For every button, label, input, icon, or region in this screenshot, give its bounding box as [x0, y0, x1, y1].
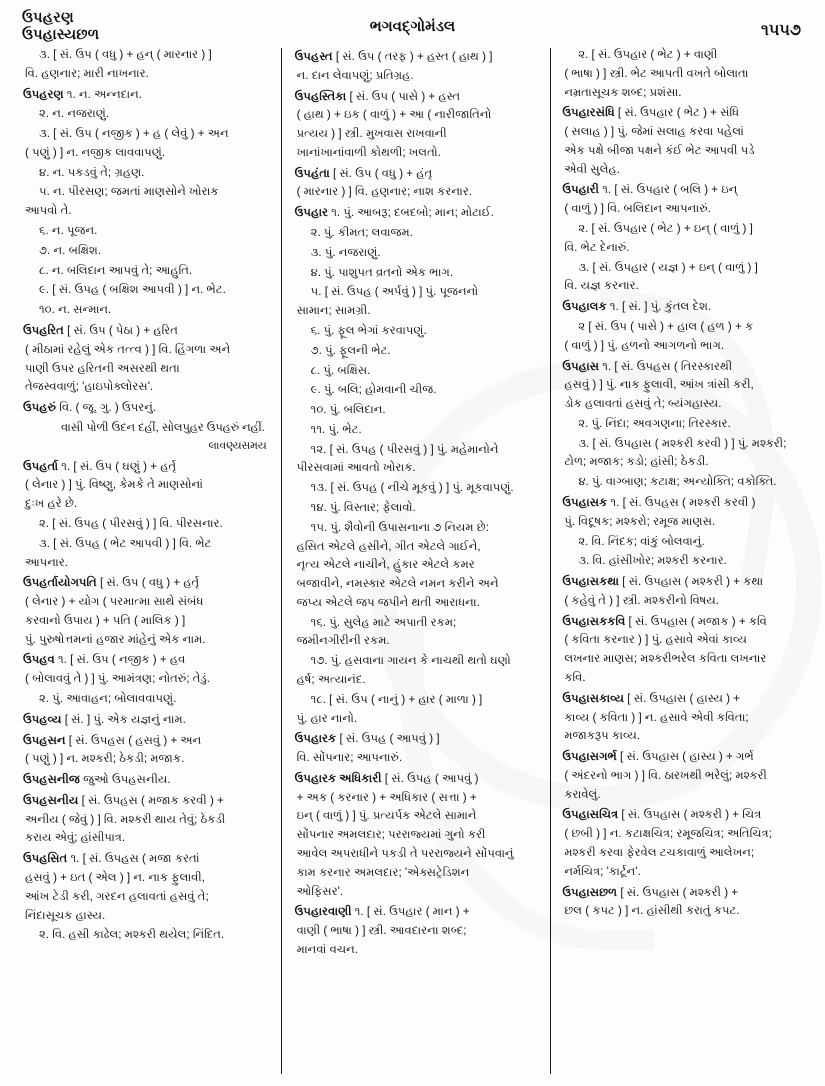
entry-line: લાવણ્યસમય: [208, 440, 267, 453]
entry-headword-line: ઉપહાર ૧. પું. આબરૂ; દબદબો; માન; મોટાઈ.: [294, 206, 494, 220]
entry-line: ૭. પું. ફૂલની ભેટ.: [310, 343, 391, 357]
column-container: [0, 46, 825, 1074]
text-column-3: [555, 46, 811, 1066]
entry-line: નમ્રતાસૂચક શબ્દ; પ્રશંસા.: [564, 85, 682, 99]
entry-line: ૩. વિ. હાંસીખોર; મશ્કરી કરનાર.: [578, 554, 727, 568]
entry-line: પું. વિદૂષક; મશ્કરો; રમૂજ માણસ.: [564, 514, 716, 528]
entry-headword-line: ઉપહસન [ સં. ઉપહસ ( હસવું ) + અન: [23, 733, 202, 747]
entry-sense: [297, 264, 547, 283]
headword: ઉપહસન: [23, 733, 66, 747]
entry-line: ( લેનાર ) ] પું. વિષ્ણુ, કેમકે તે માણસોનાં: [25, 478, 203, 492]
entry-line: ૩. પું. નજરાણું.: [310, 245, 381, 259]
entry-sense: [25, 183, 279, 221]
entry-line: ૩. [ સં. ઉપહાર ( યજ્ઞ ) + ઇન્ ( વાળું ) ]: [578, 260, 758, 274]
headword: ઉપહાસચિત્ર: [562, 808, 619, 822]
headword: ઉપહાલક: [562, 300, 607, 314]
headword: ઉપહાસ: [562, 359, 600, 373]
entry-line: ૨. પું. કીમત; લવાજમ.: [310, 226, 413, 240]
entry-headword-line: ઉપહાલક ૧. [ સં. ] પું. કુંતલ દેશ.: [562, 300, 712, 314]
entry-line: ( કહેવું તે ) ] સ્ત્રી. મશ્કરીનો વિષય.: [564, 593, 720, 607]
entry-line: આપનાર.: [25, 555, 68, 569]
entry-line: ૧૩. [ સં. ઉપહ ( નીચે મૂકવું ) ] પું. મૂકવાપણું.: [310, 481, 514, 495]
headword: ઉપહાસક: [562, 495, 608, 509]
entry-line: કવિ.: [564, 671, 586, 684]
entry-line: ઇન્ ( વાળું ) ] પું. પ્રત્યર્પક એટલે સામાને: [296, 809, 477, 823]
entry-line: ૨. વિ. નિંદક; વાંકું બોલવાનું.: [578, 534, 705, 548]
entry-headword-line: ઉપહંતા [ સં. ઉપ ( વધુ ) + હંતૃ: [294, 166, 433, 180]
dictionary-entry: [564, 748, 802, 804]
entry-headword-line: ઉપહારક [ સં. ઉપહ ( આપવું ) ]: [294, 732, 440, 746]
dictionary-entry: [294, 903, 547, 959]
entry-headword-line: ઉપહરણ ૧. ન. અન્નદાન.: [23, 87, 142, 101]
entry-headword-line: ઉપહરું વિ. ( જૂ. ગુ. ) ઉપરનું.: [23, 401, 157, 415]
entry-sense: [297, 283, 547, 321]
entry-sense: [25, 105, 279, 124]
entry-line: ( સલાહ ) ] પું. જેમાં સલાહ કરવા પહેલાં: [564, 125, 744, 139]
entry-line: ન. દાન લેવાપણું; પ્રતિગ્રહ.: [296, 68, 414, 82]
dictionary-entry: [25, 732, 279, 770]
entry-line: નૃત્ય એટલે નાચીને, હુંકાર એટલે કમર: [296, 558, 475, 572]
dictionary-entry: [294, 165, 547, 203]
dictionary-entry: [25, 574, 279, 649]
entry-sense: [297, 342, 547, 361]
entry-line: બજાવીને, નમસ્કાર એટલે નમન કરીને અને: [296, 577, 499, 591]
dictionary-entry: [564, 806, 802, 881]
entry-headword-line: ઉપહાસકકવિ [ સં. ઉપહાસ ( મજાક ) + કવિ: [562, 614, 767, 628]
dictionary-entry: [25, 850, 279, 925]
dictionary-entry: [564, 104, 802, 179]
entry-line: ( પણું ) ] ન. નજીક લાવવાપણું.: [25, 145, 166, 159]
entry-line: જપ્ય એટલે જપ જપીને થતી આરાધના.: [296, 595, 480, 609]
entry-line: અનીય ( જેવું ) ] વિ. મશ્કરી થાય તેવું; ઠેકડી: [25, 812, 226, 826]
entry-line: મજાકરૂપ કાવ્ય.: [564, 729, 641, 743]
entry-line: જમીનગીરીની રકમ.: [296, 634, 390, 648]
entry-line: વિ. સોંપનાર; આપનારું.: [296, 751, 403, 765]
entry-sense: [564, 220, 802, 258]
dictionary-entry: [564, 613, 802, 688]
entry-line: માનવાં વચન.: [296, 942, 358, 956]
entry-line: ૯. [ સં. ઉપહ ( બક્ષિશ આપવી ) ] ન. ભેટ.: [39, 283, 226, 297]
dictionary-entry: [564, 884, 802, 922]
headword: ઉપહાસકકવિ: [562, 614, 626, 628]
entry-sense: [564, 46, 802, 102]
dictionary-entry: [25, 458, 279, 514]
entry-headword-line: ઉપહાસ ૧. [ સં. ઉપહસ ( તિરસ્કારથી: [562, 359, 733, 373]
headword: ઉપહવ્ય: [23, 712, 62, 726]
entry-sense: [25, 301, 279, 320]
headword: ઉપહાસગર્ભ: [562, 750, 617, 764]
entry-sense: [25, 281, 279, 300]
entry-sense: [564, 552, 802, 571]
entry-line: ૩. [ સં. ઉપહાસ ( મશ્કરી કરવી ) ] પું. મશ્કરી;: [578, 436, 787, 450]
entry-line: ( મીઠામાં રહેલું એક તત્ત્વ ) ] વિ. હિંગળા અને: [25, 342, 231, 356]
dictionary-entry: [564, 690, 802, 746]
entry-line: નિંદાસૂચક હાસ્ય.: [25, 908, 106, 922]
entry-line: પ્રત્યય ) ] સ્ત્રી. મુખવાસ રાખવાની: [296, 127, 447, 141]
dictionary-entry: [25, 651, 279, 689]
entry-line: ૮. ન. બલિદાન આપવું તે; આહુતિ.: [39, 263, 193, 277]
entry-line: ૧૫. પું. શૈવોની ઉપાસનાના ૭ નિયમ છે:: [310, 520, 489, 534]
entry-line: કરાય એવું; હાંસીપાત્ર.: [25, 831, 126, 845]
dictionary-entry: [25, 322, 279, 397]
entry-line: વાણી ( ભાષા ) ] સ્ત્રી. આવદારના શબ્દ;: [296, 924, 467, 938]
entry-line: ૫. [ સં. ઉપહ ( અર્પવું ) ] પું. પૂજનનો: [310, 285, 479, 299]
entry-line: ટોળ; મજાક; કડો; હાંસી; ઠેકડી.: [564, 455, 709, 469]
page-header: [0, 0, 825, 46]
entry-line: ૧૬. પું. સુલેહ માટે અપાતી રકમ;: [310, 615, 457, 629]
entry-line: ( મારનાર ) ] વિ. હણનાર; નાશ કરનાર.: [296, 185, 473, 199]
entry-headword-line: ઉપહાસછળ [ સં. ઉપહાસ ( મશ્કરી ) +: [562, 885, 739, 899]
headword: ઉપહારી: [562, 183, 599, 197]
dictionary-entry: [25, 711, 279, 730]
entry-headword-line: ઉપહરિત [ સં. ઉપ ( પેઠા ) + હરિત: [23, 323, 178, 337]
entry-sense: [297, 244, 547, 263]
entry-sense: [297, 519, 547, 613]
entry-line: ( છબી ) ] ન. કટાક્ષચિત્ર; રમૂજચિત્ર; અતિચિત્ર;: [564, 827, 772, 841]
entry-line: ઓફિસર'.: [296, 884, 344, 898]
entry-line: દુઃખ હરે છે.: [25, 497, 78, 511]
entry-line: હસિત એટલે હસીને, ગીત એટલે ગાઈને,: [296, 539, 481, 553]
entry-headword-line: ઉપહવ્ય [ સં. ] પું. એક યજ્ઞનું નામ.: [23, 712, 186, 726]
entry-line: ( પણું ) ] ન. મશ્કરી; ઠેકડી; મજાક.: [25, 752, 185, 766]
headword: ઉપહારવાણી: [294, 905, 352, 919]
entry-headword-line: ઉપહર્તાયોગપતિ [ સં. ઉપ ( વધુ ) + હર્તૃ: [23, 576, 200, 590]
dictionary-entry: [294, 88, 547, 163]
entry-sense: [297, 322, 547, 341]
entry-line: સોંપનાર અમલદાર; પરરાજ્યમાં ગુનો કરી: [296, 828, 486, 842]
entry-line: ૩. [ સં. ઉપ ( નજીક ) + હ ( લેવું ) + અન: [39, 127, 229, 141]
entry-line: ૨. પું. નિંદા; અવગણના; તિરસ્કાર.: [578, 416, 731, 430]
dictionary-entry: [25, 86, 279, 105]
entry-headword-line: ઉપહસનીજ જુઓ ઉપહસનીય.: [23, 773, 171, 787]
guide-word-last: ઉપહાસ્યછળ: [22, 26, 100, 43]
entry-sense: [297, 441, 547, 479]
text-column-2: [288, 46, 556, 1066]
dictionary-entry: [564, 181, 802, 219]
entry-line: આપવો તે.: [25, 204, 72, 218]
entry-line: ૧૦. પું. બલિદાન.: [310, 403, 386, 417]
headword: ઉપહર્તા: [23, 459, 59, 473]
entry-line: ( વાળું ) ] પું. હળનો આગળનો ભાગ.: [564, 338, 725, 352]
entry-sense: [297, 479, 547, 498]
entry-headword-line: ઉપહારી ૧. [ સં. ઉપહાર ( બલિ ) + ઇન્: [562, 183, 738, 197]
entry-line: હર્ષ; અત્યાનંદ.: [296, 673, 366, 686]
entry-sense: [25, 535, 279, 573]
headword: ઉપહરું: [23, 401, 57, 415]
headword: ઉપહસ્ત: [294, 50, 333, 63]
entry-headword-line: ઉપહસનીય [ સં. ઉપહસ ( મજાક કરવી ) +: [23, 793, 224, 807]
entry-line: ( ભાષા ) ] સ્ત્રી. ભેટ આપતી વખતે બોલાતા: [564, 66, 749, 80]
entry-line: મશ્કરી કરવા ફેરવેલ ટચકાવાળું આલેખન;: [564, 846, 755, 860]
entry-line: પાણી ઉપર હરિતની અસરથી થતા: [25, 361, 180, 375]
entry-line: વિ. ભેટ દેનારું.: [564, 240, 630, 254]
entry-headword-line: ઉપહાસચિત્ર [ સં. ઉપહાસ ( મશ્કરી ) + ચિત્ર: [562, 808, 762, 822]
entry-sense: [297, 224, 547, 243]
headword: ઉપહાસકાવ્ય: [562, 691, 625, 705]
book-title: ભગવદ્ગોમંડલ: [369, 18, 456, 35]
entry-sense: [297, 691, 547, 729]
entry-headword-line: ઉપહસ્ત [ સં. ઉપ ( તરફ ) + હસ્ત ( હાથ ) ]: [294, 50, 493, 63]
dictionary-entry: [294, 770, 547, 901]
dictionary-entry: [564, 573, 802, 611]
entry-line: ૩. [ સં. ઉપ ( વધુ ) + હન્ ( મારનાર ) ]: [39, 48, 212, 61]
entry-line: ૨ [ સં. ઉપ ( પાસે ) + હાલ ( હળ ) + ક: [578, 319, 754, 333]
entry-line: વિ. હણનાર; મારી નાખનાર.: [25, 66, 149, 80]
entry-line: ડોક હલાવતાં હસવું તે; બ્યંગહાસ્ય.: [564, 397, 722, 411]
entry-line: ૯. પું. બલિ; હોમવાની ચીજ.: [310, 383, 437, 397]
entry-headword-line: ઉપહારક અધિકારી [ સં. ઉપહ ( આપવું ): [294, 771, 479, 785]
entry-sense: [297, 652, 547, 690]
entry-sense: [25, 222, 279, 241]
entry-headword-line: ઉપહાસક ૧. [ સં. ઉપહસ ( મશ્કરી કરવી ): [562, 495, 756, 509]
headword: ઉપહસનીજ: [23, 773, 80, 787]
headword: ઉપહરણ: [23, 87, 64, 101]
entry-line: ૭. ન. બક્ષિશ.: [39, 243, 102, 257]
entry-sense: [25, 164, 279, 183]
entry-line: છલ ( કપટ ) ] ન. હાંસીથી કરાતું કપટ.: [564, 904, 740, 918]
entry-line: ૨. ન. નજરાણું.: [39, 107, 110, 121]
dictionary-entry: [564, 358, 802, 414]
dictionary-entry: [25, 792, 279, 848]
entry-sense: [25, 242, 279, 261]
entry-line: પું. પુરુષોત્તમનાં હજાર માંહેનું એક નામ.: [25, 632, 206, 646]
entry-headword-line: ઉપહસ્તિકા [ સં. ઉપ ( પાસે ) + હસ્ત: [294, 89, 461, 103]
entry-line: પીરસવામાં આવતો ખોરાક.: [296, 461, 416, 475]
entry-line: ૧૪. પું. વિસ્તાર; ફેલાવો.: [310, 500, 416, 514]
entry-line: ૪. ન. પકડવું તે; ગ્રહણ.: [39, 165, 145, 179]
entry-line: ( અંદરનો ભાગ ) ] વિ. ઠારખથી ભરેલું; મશ્કરી: [564, 768, 767, 782]
entry-sense: [564, 415, 802, 434]
entry-line: ૫. ન. પીરસણ; જમતાં માણસોને ખોરાક: [39, 185, 219, 199]
entry-line: સામાન; સામગ્રી.: [296, 304, 371, 318]
dictionary-entry: [294, 730, 547, 768]
entry-headword-line: ઉપહર્તા ૧. [ સં. ઉપ ( ઘણું ) + હર્તૃ: [23, 459, 177, 473]
entry-sense: [297, 499, 547, 518]
entry-line: ૧૦. ન. સન્માન.: [39, 303, 112, 317]
entry-line: વાસી પોળી ઉદન દહીં, સોલપુહર ઉપહરું નહીં.: [61, 421, 265, 434]
entry-line: ૨. [ સં. ઉપહાર ( ભેટ ) + ઇન્ ( વાળું ) ]: [578, 222, 753, 236]
entry-line: ( કવિતા કરનાર ) ] પું. હસાવે એવાં કાવ્ય: [564, 633, 747, 647]
headword: ઉપહર્તાયોગપતિ: [23, 576, 97, 590]
entry-line: હસવું ) ] પું. નાક ફુલાવી, આંખ ત્રાંસી કરી,: [564, 378, 754, 392]
entry-line: ૬. ન. પૂજન.: [39, 224, 98, 238]
entry-headword-line: ઉપહવ ૧. [ સં. ઉપ ( નજીક ) + હવ: [23, 653, 186, 667]
headword: ઉપહસનીય: [23, 793, 79, 807]
entry-line: ૧૨. [ સં. ઉપહ ( પીરસવું ) ] પું. મહેમાનોને: [310, 442, 499, 456]
entry-sense: [564, 259, 802, 297]
entry-sense: [297, 401, 547, 420]
entry-sense: [564, 473, 802, 492]
entry-sense: [25, 926, 279, 945]
dictionary-entry: [294, 48, 547, 86]
entry-sense: [25, 262, 279, 281]
headword: ઉપહાસછળ: [562, 885, 618, 899]
entry-line: આંખ ટેડી કરી, ગરદન હલાવતાં હસવું તે;: [25, 889, 209, 903]
entry-line: ૧૧. પું. ભેટ.: [310, 422, 362, 436]
headword: ઉપહરિત: [23, 323, 64, 337]
entry-line: પું. હાર નાનો.: [296, 711, 358, 725]
entry-line: ૪. પું. વાગ્બાણ; કટાક્ષ; અન્યોક્તિ; વકોક્તિ.: [578, 475, 777, 489]
text-column-1: [16, 46, 288, 1066]
dictionary-entry: [564, 298, 802, 317]
entry-sense: [25, 125, 279, 163]
entry-line: એવી સુલેહ.: [564, 162, 620, 176]
entry-sense: [25, 46, 279, 84]
entry-line: ( લેનાર ) + યોગ ( પરમાત્મા સાથે સંબંધ: [25, 595, 204, 609]
entry-line: કરવાનો ઉપાય ) + પતિ ( માલિક ) ]: [25, 613, 186, 627]
headword: ઉપહારસંધિ: [562, 106, 615, 120]
entry-line: ૪. પું. પાશુપત વ્રતનો એક ભાગ.: [310, 265, 454, 279]
entry-sense: [297, 614, 547, 652]
entry-sense: [564, 435, 802, 473]
headword: ઉપહાર: [294, 206, 329, 220]
headword: ઉપહારક: [294, 732, 337, 746]
entry-sense: [297, 362, 547, 381]
headword: ઉપહવ: [23, 653, 55, 667]
entry-line: ૩. [ સં. ઉપહ ( ભેટ આપવી ) ] વિ. ભેટ: [39, 536, 212, 550]
entry-line: ૨. પું. આવાહન; બોલાવવાપણું.: [39, 692, 177, 705]
guide-word-first: ઉપહરણ: [22, 10, 74, 26]
entry-line: ( બોલાવવું તે ) ] પું. આમંત્રણ; નોતરું; તેડું.: [25, 672, 211, 686]
entry-sense: [25, 515, 279, 534]
entry-line: કાવ્ય ( કવિતા ) ] ન. હસાવે એવી કવિતા;: [564, 710, 749, 724]
page-number: ૧૫૫૭: [761, 22, 801, 39]
headword: ઉપહસિત: [23, 852, 68, 866]
entry-line: ૬. પું. ફૂલ ભેગાં કરવાપણું.: [310, 323, 427, 337]
entry-sense: [297, 381, 547, 400]
entry-sense: [297, 421, 547, 440]
entry-line: + અક ( કરનાર ) + અધિકાર ( સત્તા ) +: [296, 790, 477, 804]
quotation-attribution: [25, 438, 279, 455]
dictionary-entry: [564, 494, 802, 532]
entry-line: કામ કરનાર અમલદાર; 'એક્સટ્રેડિશન: [296, 865, 470, 879]
dictionary-entry: [294, 204, 547, 223]
entry-line: નર્મચિત્ર; 'કાર્ટૂન'.: [564, 864, 641, 878]
entry-headword-line: ઉપહારસંધિ [ સં. ઉપહાર ( ભેટ ) + સંધિ: [562, 106, 740, 120]
entry-line: આવેલ અપરાધીને પકડી તે પરરાજ્યને સોંપવાનું: [296, 847, 514, 861]
entry-line: ૨. [ સં. ઉપહ ( પીરસવું ) ] વિ. પીરસનાર.: [39, 516, 223, 530]
entry-line: તેજસ્વવાળું; 'હાઇપોક્લોરસ'.: [25, 380, 154, 394]
entry-headword-line: ઉપહસિત ૧. [ સં. ઉપહસ ( મજા કરતાં: [23, 852, 200, 866]
entry-headword-line: ઉપહાસકથા [ સં. ઉપહાસ ( મશ્કરી ) + કથા: [562, 575, 764, 589]
entry-line: એક પક્ષે બીજા પક્ષને કંઈ ભેટ આપવી પડે: [564, 143, 755, 157]
entry-line: ૧૭. પું. હસવાના ગાયન કે નાચથી થતો ઘણો: [310, 654, 511, 668]
entry-line: હસવું ) + ઇત ( એલ ) ] ન. નાક ફુલાવી,: [25, 871, 205, 885]
dictionary-entry: [25, 771, 279, 790]
entry-sense: [25, 690, 279, 709]
entry-line: વિ. યજ્ઞ કરનાર.: [564, 279, 639, 293]
entry-line: કરાવેલું.: [564, 787, 601, 801]
entry-line: ૧૮. [ સં. ઉપ ( નાનું ) + હાર ( માળા ) ]: [310, 692, 483, 706]
entry-line: ૨. [ સં. ઉપહાર ( ભેટ ) + વાણી: [578, 48, 718, 61]
entry-sense: [564, 533, 802, 552]
entry-quotation: [25, 419, 279, 437]
headword: ઉપહસ્તિકા: [294, 89, 347, 103]
entry-line: ખાનાંખાનાંવાળી કોથળી; ખલતો.: [296, 145, 441, 159]
entry-line: ( વાળું ) ] વિ. બલિદાન આપનારું.: [564, 202, 711, 216]
headword: ઉપહંતા: [294, 166, 330, 180]
entry-sense: [564, 318, 802, 356]
headword: ઉપહાસકથા: [562, 575, 619, 589]
entry-line: ( હાથ ) + ઇક ( વાળું ) + આ ( નારીજાતિનો: [296, 108, 492, 122]
entry-headword-line: ઉપહારવાણી ૧. [ સં. ઉપહાર ( માન ) +: [294, 905, 470, 919]
entry-headword-line: ઉપહાસગર્ભ [ સં. ઉપહાસ ( હાસ્ય ) + ગર્ભ: [562, 750, 754, 764]
dictionary-entry: [25, 399, 279, 418]
entry-line: ૮. પું. બક્ષિસ.: [310, 363, 371, 377]
entry-headword-line: ઉપહાસકાવ્ય [ સં. ઉપહાસ ( હાસ્ય ) +: [562, 691, 741, 705]
entry-line: ૨. વિ. હસી કાઢેલ; મશ્કરી થયેલ; નિંદિત.: [39, 928, 225, 942]
headword: ઉપહારક અધિકારી: [294, 771, 382, 785]
entry-line: લખનાર માણસ; મશ્કરીભરેલ કવિતા લખનાર: [564, 652, 767, 666]
